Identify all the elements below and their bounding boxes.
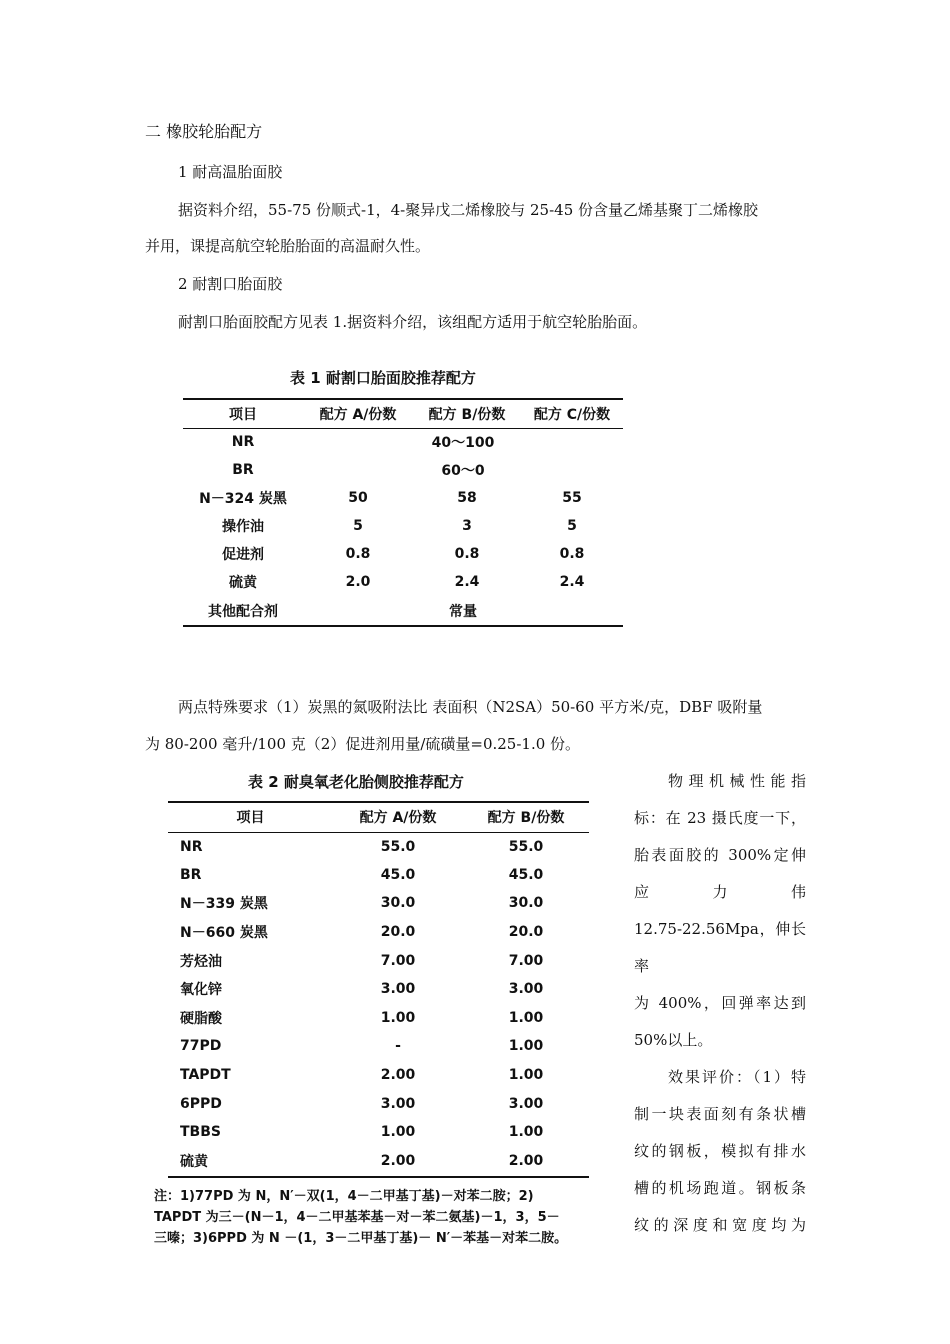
table2-cell-a: 1.00 [380, 1009, 416, 1026]
table2-cell-a: 30.0 [380, 895, 416, 912]
side-line: 物理机械性能指 [668, 772, 806, 790]
table1-cell-item: NR [231, 434, 255, 451]
table1-cell-b: 0.8 [454, 546, 480, 562]
table1-cell-c: 2.4 [559, 574, 585, 590]
table2-row [168, 1147, 589, 1177]
table2-cell-item: 氧化锌 [180, 982, 222, 999]
table2-note-line: TAPDT 为三－(N－1，4－二甲基苯基－对－苯二氨基)－1，3，5－ [154, 1210, 560, 1225]
paragraph-3-line-2: 为 80-200 毫升/100 克（2）促进剂用量/硫磺量=0.25-1.0 份。 [145, 735, 581, 753]
paragraph-3-line-1: 两点特殊要求（1）炭黑的氮吸附法比 表面积（N2SA）50-60 平方米/克，DBF 吸附量 [178, 698, 763, 716]
table2-cell-a: 3.00 [380, 1095, 416, 1112]
table1-cell-item: N－324 炭黑 [199, 491, 287, 507]
table2-note-line: 注：1)77PD 为 N，N′－双(1，4－二甲基丁基)－对苯二胺；2) [154, 1189, 534, 1204]
table1-cell-merged: 40～100 [431, 435, 495, 452]
table2-row [168, 918, 589, 947]
side-line: 应 力 伟 [634, 883, 806, 901]
table2-cell-item: NR [180, 838, 203, 855]
table2-row [168, 1089, 589, 1118]
side-line: 效果评价：（1）特 [668, 1068, 806, 1086]
table2-header: 配方 B/份数 [487, 810, 565, 827]
table2-cell-b: 1.00 [508, 1009, 544, 1026]
table2-cell-a: 20.0 [380, 924, 416, 941]
table1-cell-item: BR [232, 462, 254, 478]
table2-cell-item: 硬脂酸 [180, 1010, 222, 1027]
table1-cell-c: 0.8 [559, 546, 585, 562]
table1-cell-merged: 60～0 [441, 463, 485, 479]
table2-cell-item: 芳烃油 [180, 953, 222, 970]
table2-cell-item: 77PD [180, 1038, 222, 1055]
table1-row [183, 568, 623, 596]
table2-note-line: 三嗪；3)6PPD 为 N －(1，3－二甲基丁基)－ N′－苯基－对苯二胺。 [154, 1231, 568, 1246]
side-line: 50%以上。 [634, 1031, 713, 1049]
table2-cell-a: 2.00 [380, 1067, 416, 1084]
table2-cell-a: 45.0 [380, 866, 416, 883]
table1 [183, 398, 623, 627]
paragraph-2: 耐割口胎面胶配方见表 1.据资料介绍，该组配方适用于航空轮胎胎面。 [178, 313, 648, 331]
table2-cell-item: N－660 炭黑 [180, 925, 268, 942]
table2-row [168, 861, 589, 890]
table2-row [168, 975, 589, 1004]
side-line: 12.75-22.56Mpa，伸长率 [634, 920, 806, 975]
table2-cell-b: 30.0 [508, 895, 544, 912]
table1-cell-item: 促进剂 [222, 547, 264, 563]
paragraph-1-line-2: 并用，课提高航空轮胎胎面的高温耐久性。 [145, 237, 431, 255]
table2-note [154, 1186, 567, 1249]
table2-cell-b: 2.00 [508, 1153, 544, 1170]
table1-header-row [183, 399, 623, 428]
table1-cell-c: 5 [567, 518, 577, 534]
table2-cell-b: 7.00 [508, 952, 544, 969]
table1-row [183, 484, 623, 512]
table1-cell-item: 其他配合剂 [208, 603, 278, 620]
table2-row [168, 889, 589, 918]
table1-cell-merged: 常量 [449, 603, 477, 620]
table1-header: 配方 A/份数 [319, 406, 397, 423]
table2-title: 表 2 耐臭氧老化胎侧胶推荐配方 [248, 773, 464, 791]
table2-cell-b: 20.0 [508, 924, 544, 941]
subsection-title-1: 1 耐高温胎面胶 [178, 163, 283, 181]
table2-header: 配方 A/份数 [359, 810, 437, 827]
table2-row [168, 946, 589, 975]
table1-row [183, 596, 623, 626]
table2-cell-a: 1.00 [380, 1124, 416, 1141]
table2-header: 项目 [236, 810, 265, 827]
table2-cell-a: 55.0 [380, 838, 416, 855]
table1-cell-item: 操作油 [222, 519, 264, 535]
table2 [168, 801, 589, 1178]
table2-row [168, 832, 589, 861]
section-title: 二 橡胶轮胎配方 [145, 122, 263, 141]
table1-row [183, 456, 623, 484]
table2-cell-item: N－339 炭黑 [180, 896, 268, 913]
subsection-title-2: 2 耐割口胎面胶 [178, 275, 283, 293]
table2-header-row [168, 802, 589, 832]
table2-cell-item: TAPDT [180, 1067, 231, 1084]
side-line: 槽的机场跑道。钢板条 [634, 1179, 806, 1197]
table1-cell-c: 55 [562, 490, 582, 506]
table1-row [183, 428, 623, 456]
table1-cell-item: 硫黄 [229, 575, 257, 591]
table1-cell-b: 3 [462, 518, 472, 534]
table2-cell-item: BR [180, 866, 202, 883]
side-line: 纹的钢板，模拟有排水 [634, 1142, 806, 1160]
side-column [634, 763, 806, 1244]
table1-cell-a: 5 [353, 518, 363, 534]
table2-cell-b: 55.0 [508, 838, 544, 855]
side-line: 标：在 23 摄氏度一下， [634, 809, 806, 827]
table2-cell-b: 3.00 [508, 1095, 544, 1112]
table1-cell-a: 0.8 [345, 546, 371, 562]
table1-row [183, 512, 623, 540]
table2-cell-a: 7.00 [380, 952, 416, 969]
table1-header: 项目 [229, 406, 257, 423]
table1-cell-a: 2.0 [345, 574, 371, 590]
table2-cell-b: 1.00 [508, 1124, 544, 1141]
table2-cell-item: 硫黄 [180, 1154, 208, 1171]
table1-cell-a: 50 [348, 490, 368, 506]
table2-cell-a: - [395, 1038, 401, 1055]
table2-cell-item: TBBS [180, 1124, 221, 1141]
table2-cell-a: 3.00 [380, 981, 416, 998]
table1-row [183, 540, 623, 568]
table2-row [168, 1061, 589, 1090]
table2-row [168, 1032, 589, 1061]
table2-cell-b: 3.00 [508, 981, 544, 998]
table2-cell-item: 6PPD [180, 1095, 222, 1112]
side-line: 制一块表面刻有条状槽 [634, 1105, 806, 1123]
table1-header: 配方 C/份数 [533, 406, 611, 423]
table2-cell-b: 45.0 [508, 866, 544, 883]
table2-row [168, 1004, 589, 1033]
table2-cell-b: 1.00 [508, 1067, 544, 1084]
side-line: 为 400%，回弹率达到 [634, 994, 806, 1012]
table2-cell-a: 2.00 [380, 1153, 416, 1170]
table2-row [168, 1118, 589, 1147]
table1-cell-b: 58 [457, 490, 477, 506]
table1-title: 表 1 耐割口胎面胶推荐配方 [290, 369, 476, 387]
side-line: 胎表面胶的 300%定伸 [634, 846, 806, 864]
paragraph-1-line-1: 据资料介绍，55-75 份顺式-1，4-聚异戊二烯橡胶与 25-45 份含量乙烯基聚丁二烯橡胶 [178, 201, 759, 219]
table1-cell-b: 2.4 [454, 574, 480, 590]
table1-header: 配方 B/份数 [428, 406, 506, 423]
table2-cell-b: 1.00 [508, 1038, 544, 1055]
side-line: 纹的深度和宽度均为 [634, 1216, 806, 1234]
